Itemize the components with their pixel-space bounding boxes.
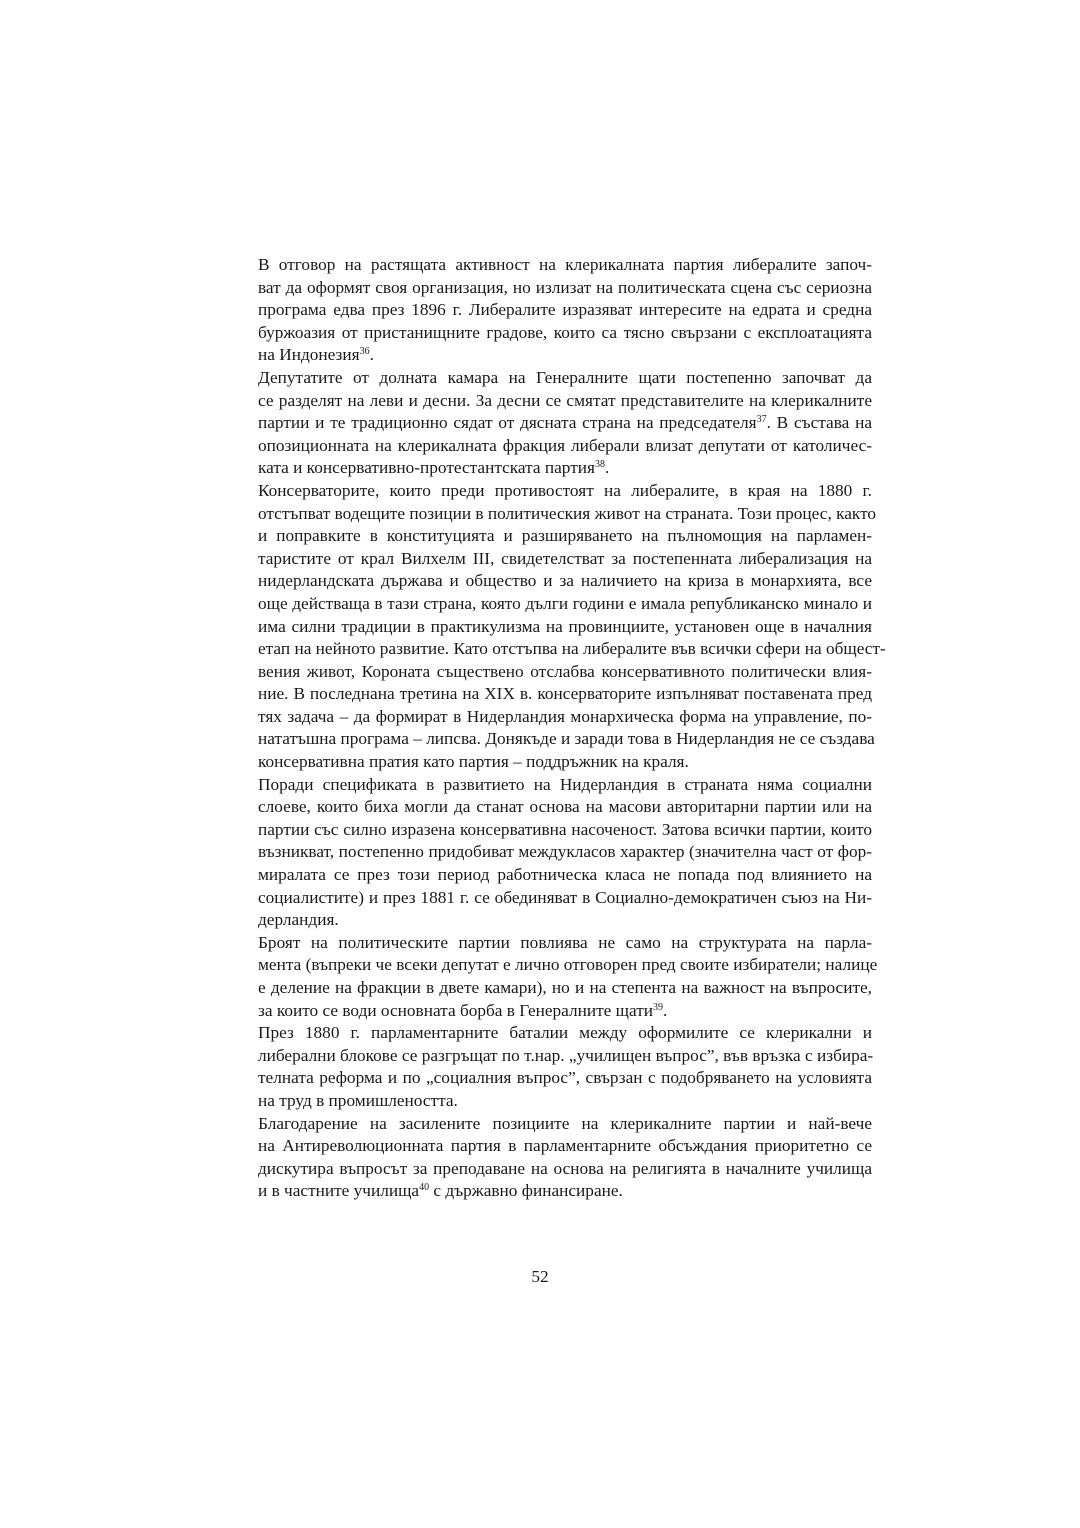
- text-line: тях задача – да формират в Нидерландия монархическа форма на управление, по-: [258, 706, 872, 726]
- text-line: на Антиреволюционната партия в парламентарните обсъждания приоритетно се: [258, 1136, 872, 1156]
- text-line: дискутира въпросът за преподаване на основа на религията в началните училища: [258, 1158, 872, 1178]
- text-line: има силни традиции в практикулизма на провинциите, установен още в началния: [258, 616, 872, 636]
- text-fragment: .: [663, 1000, 668, 1020]
- text-line: таристите от крал Вилхелм III, свидетелстват за постепенната либерализация на: [258, 548, 872, 568]
- footnote-marker: 40: [419, 1182, 430, 1194]
- paragraph-7: [208, 1113, 872, 1203]
- text-fragment: и в частните училища: [258, 1181, 420, 1201]
- text-fragment: . В състава на: [766, 413, 872, 433]
- text-fragment: ката и консервативно-протестантската партия: [258, 458, 595, 478]
- footnote-marker: 36: [359, 346, 370, 358]
- text-line: Броят на политическите партии повлиява не само на структурата на парла-: [258, 932, 872, 952]
- text-line: етап на нейното развитие. Като отстъпва на либералите във всички сфери на общест-: [258, 639, 886, 659]
- paragraph-4: [208, 774, 872, 932]
- text-line: През 1880 г. парламентарните баталии между оформилите се клерикални и: [258, 1023, 872, 1043]
- text-line: буржоазия от пристанищните градове, които са тясно свързани с експлоатацията: [258, 322, 872, 342]
- text-line: телната реформа и по „социалния въпрос”, свързан с подобряването на условията: [258, 1068, 872, 1088]
- text-line: вения живот, Короната съществено отслабва консервативното политически влия-: [258, 661, 872, 681]
- text-line: опозиционната на клерикалната фракция либерали влизат депутати от католичес-: [258, 435, 872, 455]
- text-line: програма едва през 1896 г. Либералите изразяват интересите на едрата и средна: [258, 300, 872, 320]
- text-line: нидерландската държава и общество и за наличието на криза в монархията, все: [258, 571, 872, 591]
- text-line: мента (въпреки че всеки депутат е лично отговорен пред своите избиратели; налице: [258, 955, 878, 975]
- footnote-marker: 38: [594, 459, 605, 471]
- text-fragment: с държавно финансиране.: [429, 1181, 623, 1201]
- text-line: Поради спецификата в развитието на Нидерландия в страната няма социални: [258, 774, 872, 794]
- text-line: нататъшна програма – липсва. Донякъде и заради това в Нидерландия не се създава: [258, 729, 875, 749]
- paragraph-2: [208, 367, 872, 480]
- paragraph-6: [208, 1022, 872, 1112]
- text-line: [208, 1000, 872, 1023]
- text-line: отстъпват водещите позиции в политическия живот на страната. Този процес, както: [258, 503, 877, 523]
- text-line: либерални блокове се разгръщат по т.нар. „училищен въпрос”, във връзка с избира-: [258, 1045, 874, 1065]
- text-line: дерландия.: [258, 910, 339, 930]
- text-fragment: за които се води основната борба в Генералните щати: [258, 1000, 653, 1020]
- page-number: 52: [531, 1267, 549, 1286]
- text-fragment: партии и те традиционно сядат от дясната страна на председателя: [258, 413, 757, 433]
- text-line: възникват, постепенно придобиват междукласов характер (значителна част от фор-: [258, 842, 872, 862]
- text-line: В отговор на растящата активност на клерикалната партия либералите започ-: [258, 255, 872, 274]
- text-line: миралата се през този период работническа класа не попада под влиянието на: [258, 865, 872, 885]
- text-fragment: .: [604, 458, 610, 478]
- text-line: Консерваторите, които преди противостоят на либералите, в края на 1880 г.: [258, 480, 872, 500]
- text-line: [208, 412, 872, 435]
- paragraph-5: [208, 932, 878, 1022]
- text-line: ние. В последнана третина на XIX в. консерваторите изпълняват поставената пред: [258, 684, 872, 704]
- text-line: партии със силно изразена консервативна насоченост. Затова всички партии, които: [258, 819, 872, 839]
- text-line: консервативна пратия като партия – поддръжник на краля.: [258, 752, 689, 772]
- paragraph-3: [208, 480, 886, 774]
- text-line: е деление на фракции в двете камари), но и на степента на важност на въпросите,: [258, 978, 872, 997]
- text-line: Благодарение на засилените позициите на клерикалните партии и най-вече: [258, 1113, 872, 1133]
- text-line: на труд в промишлеността.: [258, 1090, 458, 1110]
- text-line: се разделят на леви и десни. За десни се смятат представителите на клерикалните: [258, 390, 872, 410]
- text-line: [208, 1180, 872, 1203]
- text-line: Депутатите от долната камара на Генералните щати постепенно започват да: [258, 367, 872, 387]
- text-line: [208, 344, 872, 367]
- footnote-marker: 39: [653, 1001, 663, 1013]
- text-line: ват да оформят своя организация, но излизат на политическата сцена със сериозна: [258, 277, 872, 297]
- text-fragment: на Индонезия: [258, 345, 360, 365]
- footnote-marker: 37: [756, 414, 767, 426]
- body-text: [208, 254, 886, 1203]
- text-line: [208, 457, 872, 480]
- text-fragment: .: [369, 345, 374, 365]
- text-line: и поправките в конституцията и разширяването на пълномощия на парламен-: [258, 526, 872, 546]
- text-line: социалистите) и през 1881 г. се обединяват в Социално-демократичен съюз на Ни-: [258, 887, 872, 907]
- text-line: слоеве, които биха могли да станат основа на масови авторитарни партии или на: [258, 797, 872, 817]
- paragraph-1: [208, 254, 872, 367]
- text-line: още действаща в тази страна, която дълги години е имала републиканско минало и: [258, 593, 872, 613]
